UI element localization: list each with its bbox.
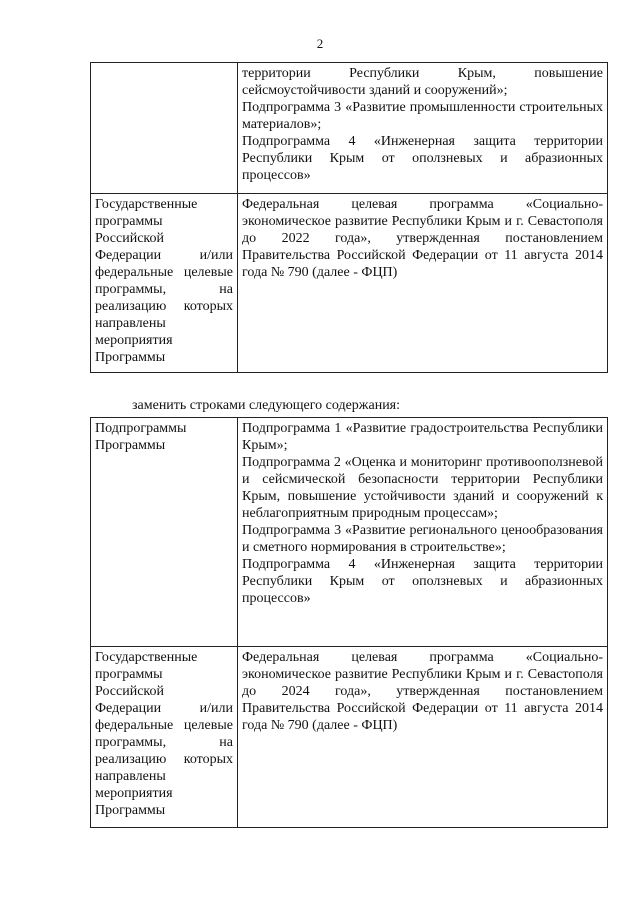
subprogram-text: Подпрограмма 3 «Развитие регионального ценообразования и сметного нормирования в строительстве»; bbox=[242, 523, 603, 555]
table-row bbox=[91, 647, 608, 828]
subprogram-text: Подпрограмма 4 «Инженерная защита территории Республики Крым от оползневых и абразионных процессов» bbox=[242, 557, 603, 606]
page-number: 2 bbox=[316, 36, 324, 51]
row-content-cell bbox=[238, 418, 608, 647]
row-label-cell bbox=[91, 63, 238, 194]
table-row bbox=[91, 418, 608, 647]
subprogram-text: Подпрограмма 4 «Инженерная защита территории Республики Крым от оползневых и абразионных процессов» bbox=[242, 134, 603, 183]
subprogram-text: Подпрограмма 2 «Оценка и мониторинг противооползневой и сейсмической безопасности территории Республики Крым, повышение устойчивости зданий и сооружений к неблагоприятным природным процессам»; bbox=[242, 455, 603, 521]
passport-table-new bbox=[90, 417, 608, 828]
subprogram-text: территории Республики Крым, повышение сейсмоустойчивости зданий и сооружений»; bbox=[242, 66, 603, 98]
row-content-cell bbox=[238, 63, 608, 194]
row-content-cell: Федеральная целевая программа «Социально-экономическое развитие Республики Крым и г. Севастополя до 2022 года», утвержденная постановлением Правительства Российской Федерации от 11 августа 2014 года № 790 (далее - ФЦП) bbox=[238, 194, 608, 373]
row-content-cell: Федеральная целевая программа «Социально-экономическое развитие Республики Крым и г. Севастополя до 2024 года», утвержденная постановлением Правительства Российской Федерации от 11 августа 2014 года № 790 (далее - ФЦП) bbox=[238, 647, 608, 828]
passport-table-old bbox=[90, 62, 608, 373]
row-label-cell: Государственные программы Российской Федерации и/или федеральные целевые программы, на реализацию которых направлены мероприятия Программы bbox=[91, 647, 238, 828]
replacement-intro: заменить строками следующего содержания: bbox=[132, 398, 401, 413]
subprogram-text: Подпрограмма 1 «Развитие градостроительства Республики Крым»; bbox=[242, 421, 603, 453]
subprogram-text: Подпрограмма 3 «Развитие промышленности строительных материалов»; bbox=[242, 100, 603, 132]
row-label-cell: Государственные программы Российской Федерации и/или федеральные целевые программы, на реализацию которых направлены мероприятия Программы bbox=[91, 194, 238, 373]
table-row bbox=[91, 194, 608, 373]
row-label-cell: Подпрограммы Программы bbox=[91, 418, 238, 647]
table-row bbox=[91, 63, 608, 194]
